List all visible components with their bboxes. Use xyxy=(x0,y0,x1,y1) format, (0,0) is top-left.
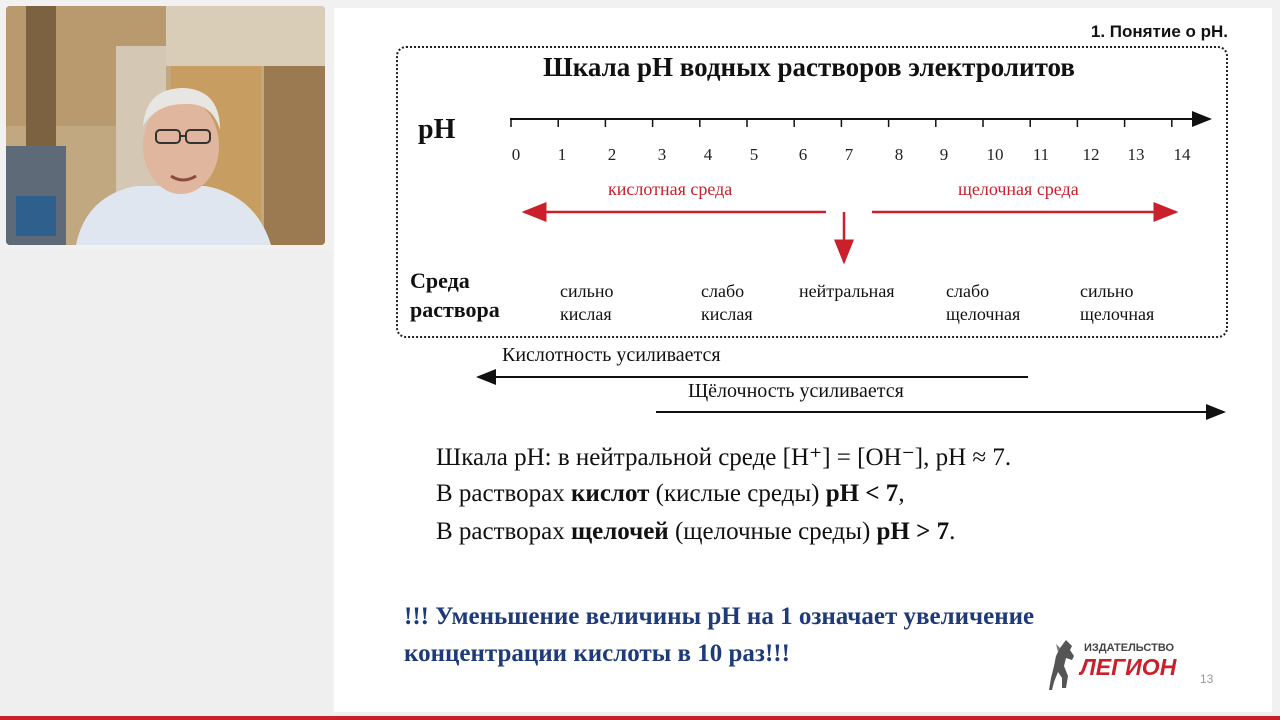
note-line1: !!! Уменьшение величины pH на 1 означает увеличение xyxy=(404,603,1035,630)
tick-label: 13 xyxy=(1127,145,1145,164)
tick-label: 14 xyxy=(1173,145,1191,164)
rule-bold: pH < 7 xyxy=(825,480,899,507)
rule-text: , xyxy=(898,480,905,507)
alkalinity-increases-label: Щёлочность усиливается xyxy=(688,380,904,402)
tick-label: 7 xyxy=(844,145,854,164)
medium-item-line1: сильно xyxy=(560,281,614,301)
slide xyxy=(334,8,1272,712)
alkaline-env-label: щелочная среда xyxy=(958,179,1079,199)
tick-marks xyxy=(511,119,1172,127)
rule-text: (щелочные среды) xyxy=(668,518,877,545)
medium-item-line2: щелочная xyxy=(1080,304,1155,324)
acidity-increases-label: Кислотность усиливается xyxy=(502,344,721,366)
medium-item-line2: кислая xyxy=(560,304,612,324)
tick-label: 3 xyxy=(657,145,667,164)
webcam-image xyxy=(6,6,325,245)
tick-label: 4 xyxy=(703,145,713,164)
tick-label: 0 xyxy=(511,145,521,164)
medium-heading-line2: раствора xyxy=(410,297,500,322)
rule-neutral: Шкала pH: в нейтральной среде [H⁺] = [OH⁻], pH ≈ 7. xyxy=(436,444,1012,471)
medium-item-line1: сильно xyxy=(1080,281,1134,301)
tick-label: 6 xyxy=(798,145,808,164)
tick-label: 11 xyxy=(1032,145,1050,164)
medium-item-line1: слабо xyxy=(946,281,990,301)
scale-graphics xyxy=(334,8,1272,712)
medium-item-line1: слабо xyxy=(701,281,745,301)
rule-text: В растворах xyxy=(436,480,572,507)
ph-axis-label: pH xyxy=(418,114,456,145)
medium-item-line1: нейтральная xyxy=(799,281,895,301)
tick-label: 5 xyxy=(749,145,759,164)
medium-heading-line1: Среда xyxy=(410,268,470,293)
rule-bold: кислот xyxy=(571,480,650,507)
logo-small-text: ИЗДАТЕЛЬСТВО xyxy=(1084,642,1175,654)
acid-env-label: кислотная среда xyxy=(608,179,733,199)
tick-label: 9 xyxy=(939,145,949,164)
note-line2: концентрации кислоты в 10 раз!!! xyxy=(404,640,790,667)
tick-label: 10 xyxy=(986,145,1004,164)
slide-topic: 1. Понятие о pH. xyxy=(1090,22,1228,41)
logo-big-text: ЛЕГИОН xyxy=(1080,654,1177,680)
rule-text: (кислые среды) xyxy=(649,480,826,507)
rule-text: В растворах xyxy=(436,518,572,545)
medium-item-line2: кислая xyxy=(701,304,753,324)
page-number: 13 xyxy=(1200,672,1214,686)
tick-label: 2 xyxy=(607,145,617,164)
webcam-feed xyxy=(6,6,325,245)
medium-item-line2: щелочная xyxy=(946,304,1021,324)
left-pane xyxy=(0,250,332,720)
tick-label: 12 xyxy=(1082,145,1100,164)
rule-bold: pH > 7 xyxy=(876,518,950,545)
rule-text: . xyxy=(949,518,956,545)
rule-bold: щелочей xyxy=(571,518,669,545)
tick-label: 8 xyxy=(894,145,904,164)
tick-label: 1 xyxy=(557,145,567,164)
bottom-bar xyxy=(0,716,1280,720)
scale-title: Шкала pH водных растворов электролитов xyxy=(543,52,1075,82)
